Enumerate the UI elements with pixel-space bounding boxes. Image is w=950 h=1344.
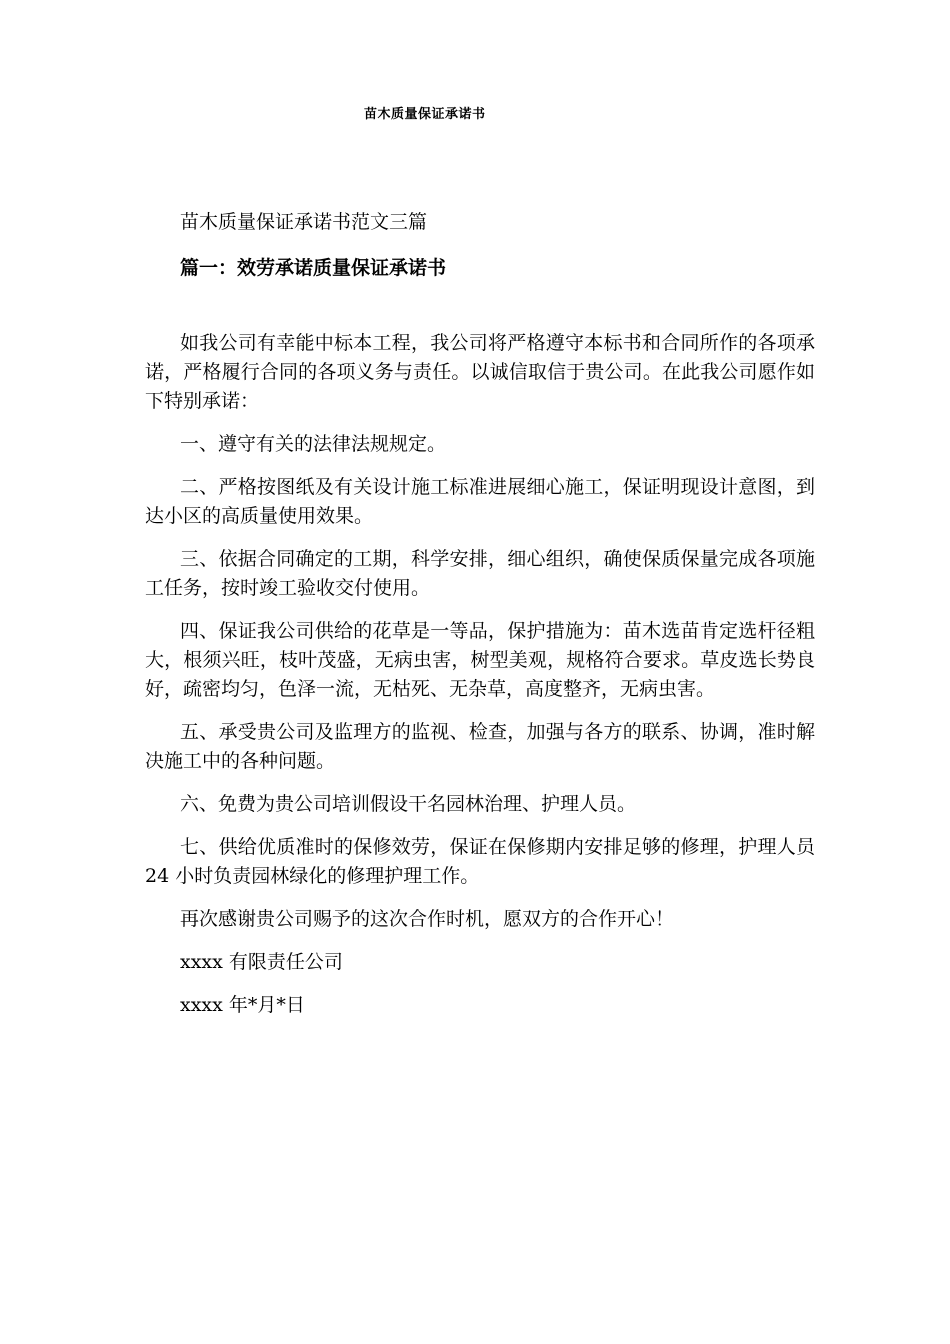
commitment-4: 四、保证我公司供给的花草是一等品，保护措施为：苗木选苗肯定选杆径粗大，根须兴旺，枝叶茂盛，无病虫害，树型美观，规格符合要求。草皮选长势良好，疏密均匀，色泽一流，无枯死、无杂草，高度整齐，无病虫害。 bbox=[145, 620, 815, 700]
signature-company: xxxx 有限责任公司 bbox=[180, 951, 343, 973]
commitment-6: 六、免费为贵公司培训假设干名园林治理、护理人员。 bbox=[180, 793, 637, 815]
closing-thanks: 再次感谢贵公司赐予的这次合作时机，愿双方的合作开心！ bbox=[180, 908, 675, 930]
document-title: 苗木质量保证承诺书范文三篇 bbox=[180, 211, 428, 233]
intro-paragraph: 如我公司有幸能中标本工程，我公司将严格遵守本标书和合同所作的各项承诺，严格履行合同的各项义务与责任。以诚信取信于贵公司。在此我公司愿作如下特别承诺： bbox=[145, 332, 815, 412]
commitment-5: 五、承受贵公司及监理方的监视、检查，加强与各方的联系、协调，准时解决施工中的各种问题。 bbox=[145, 721, 815, 772]
commitment-7: 七、供给优质准时的保修效劳，保证在保修期内安排足够的修理，护理人员 24 小时负责园林绿化的修理护理工作。 bbox=[145, 836, 815, 887]
running-header: 苗木质量保证承诺书 bbox=[364, 107, 486, 122]
commitment-3: 三、依据合同确定的工期，科学安排，细心组织，确使保质保量完成各项施工任务，按时竣工验收交付使用。 bbox=[145, 548, 815, 599]
document-body bbox=[145, 329, 815, 1034]
section-heading: 篇一：效劳承诺质量保证承诺书 bbox=[180, 257, 447, 279]
commitment-1: 一、遵守有关的法律法规规定。 bbox=[180, 433, 447, 455]
signature-date: xxxx 年*月*日 bbox=[180, 994, 305, 1016]
commitment-2: 二、严格按图纸及有关设计施工标准进展细心施工，保证明现设计意图，到达小区的高质量使用效果。 bbox=[145, 476, 815, 527]
